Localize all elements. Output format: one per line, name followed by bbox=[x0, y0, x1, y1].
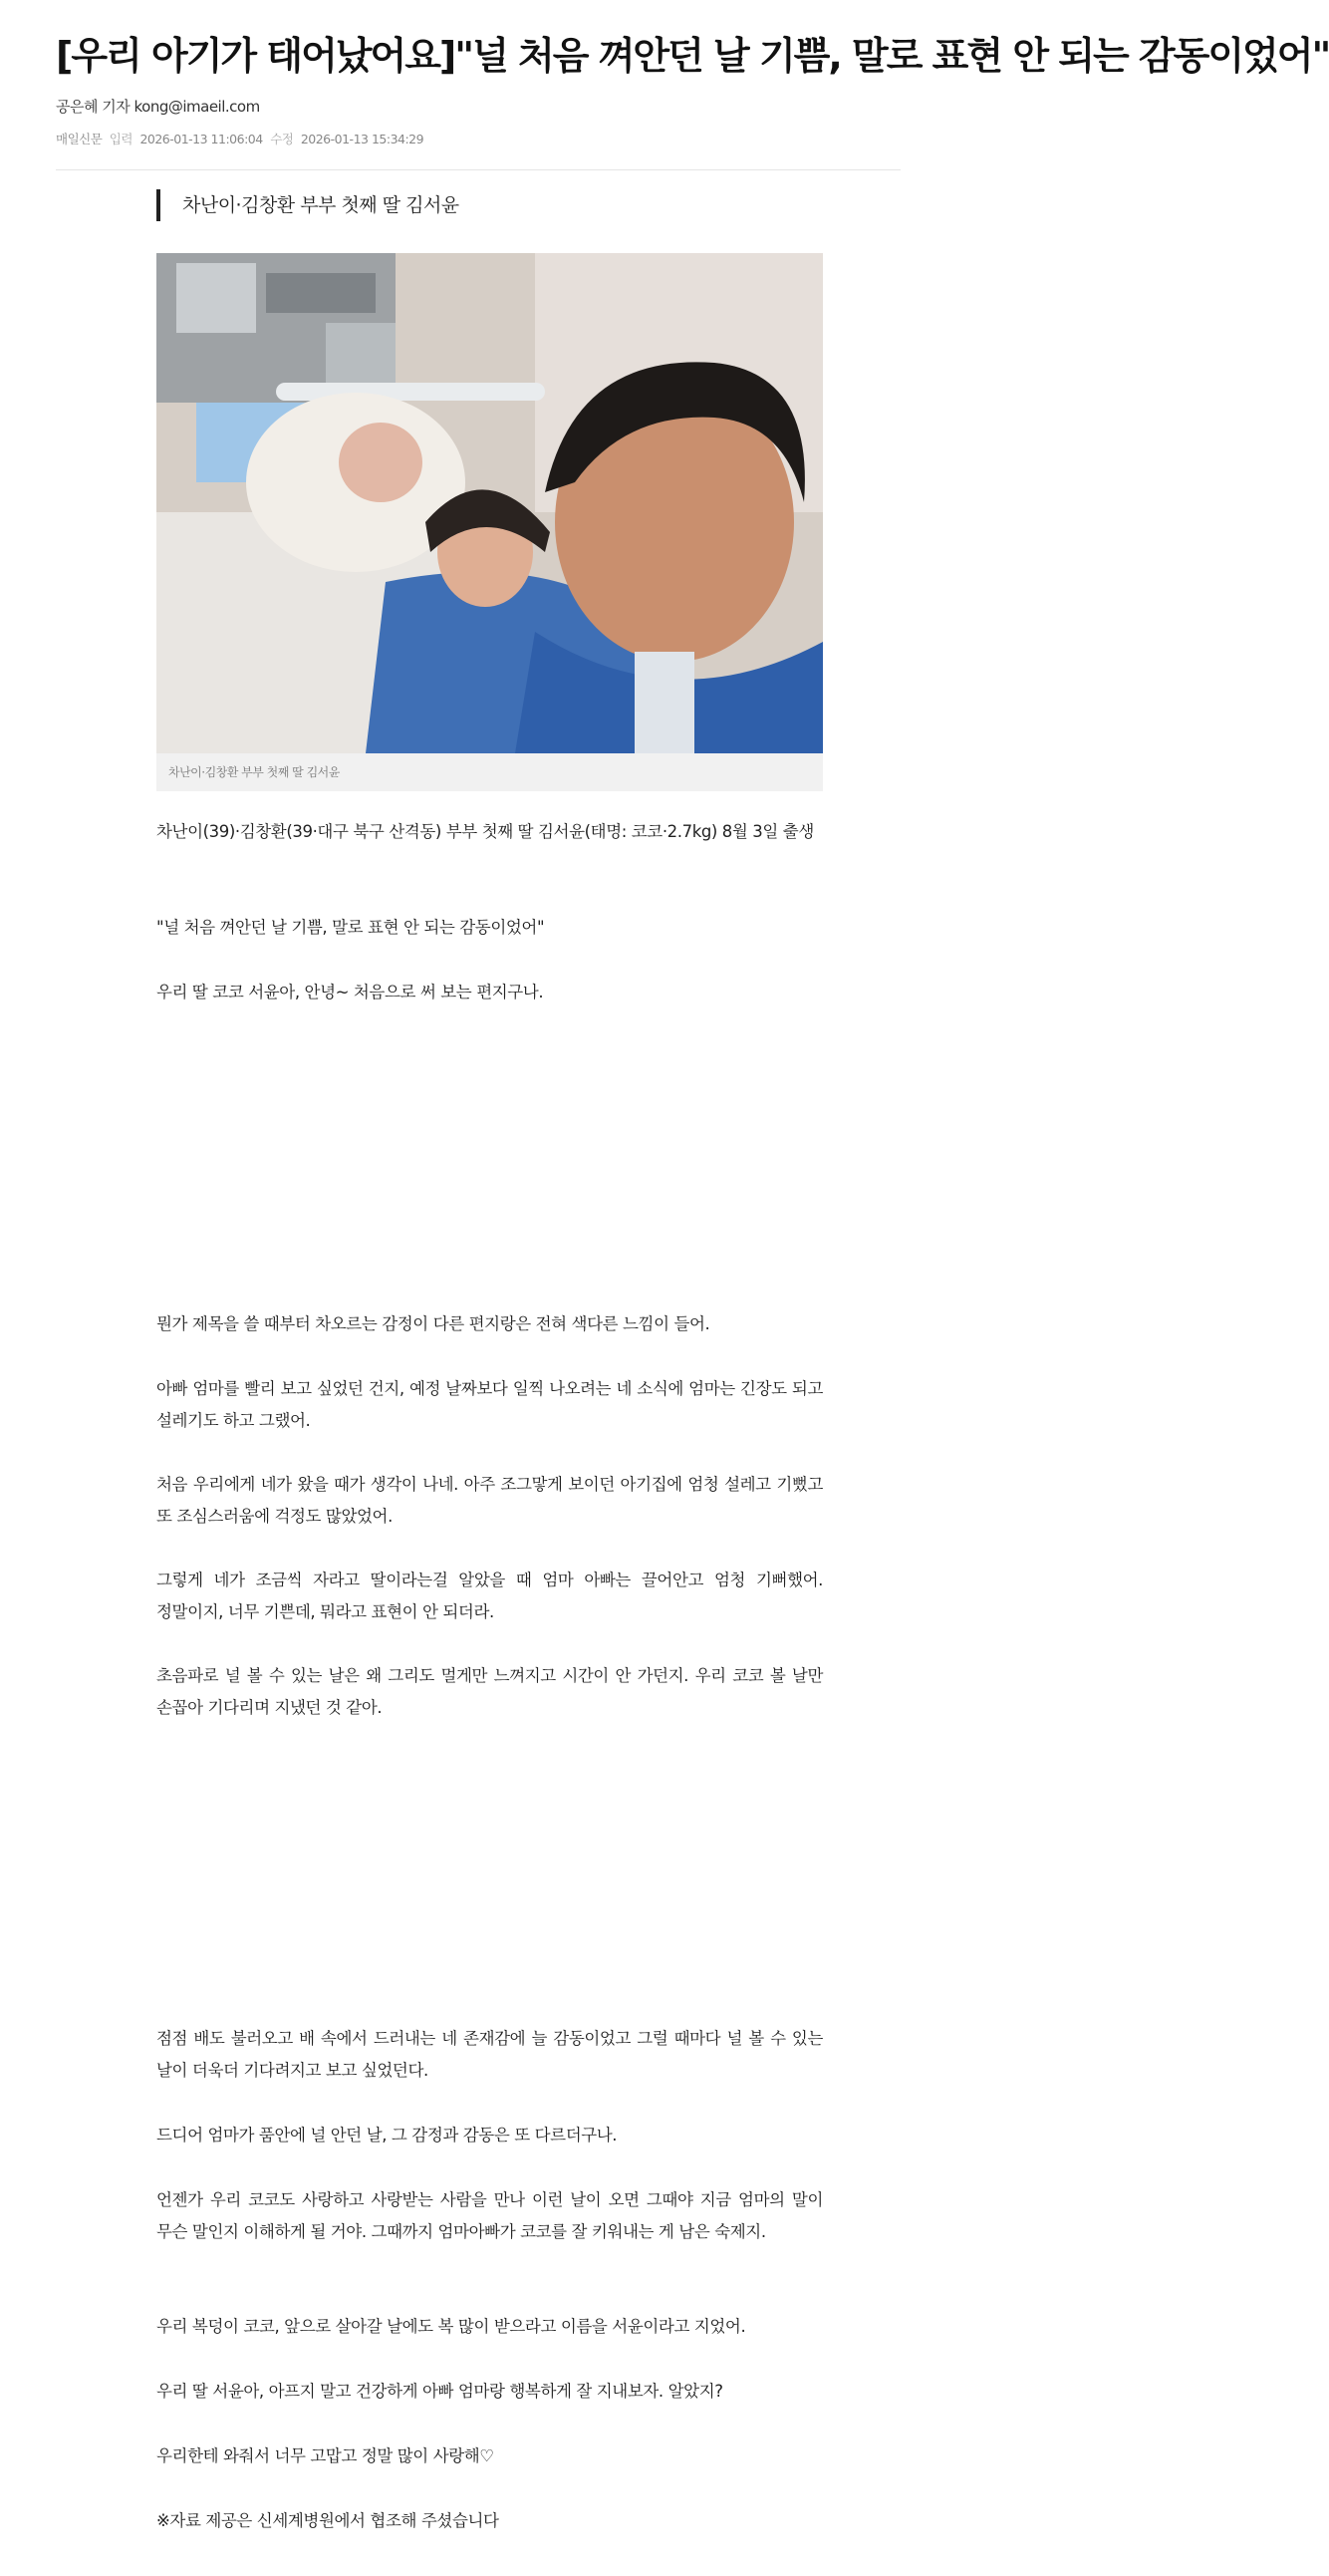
photo-caption: 차난이·김창환 부부 첫째 딸 김서윤 bbox=[168, 765, 340, 779]
article-paragraph: 차난이(39)·김창환(39·대구 북구 산격동) 부부 첫째 딸 김서윤(태명: 코코·2.7kg) 8월 3일 출생 bbox=[156, 822, 814, 841]
article-paragraph: 초음파로 널 볼 수 있는 날은 왜 그리도 멀게만 느껴지고 시간이 안 가던지. 우리 코코 볼 날만 손꼽아 기다리며 지냈던 것 같아. bbox=[156, 1666, 823, 1717]
news-source: 매일신문 bbox=[56, 132, 103, 146]
reporter-name: 공은혜 기자 bbox=[56, 98, 131, 116]
article-paragraph: 언젠가 우리 코코도 사랑하고 사랑받는 사람을 만나 이런 날이 오면 그때야 지금 엄마의 말이 무슨 말인지 이해하게 될 거야. 그때까지 엄마아빠가 코코를 잘 키워내는 게 남은 숙제지. bbox=[156, 2190, 823, 2241]
byline bbox=[56, 96, 260, 117]
article-paragraph: 우리한테 와줘서 너무 고맙고 정말 많이 사랑해♡ bbox=[156, 2446, 494, 2465]
edit-time: 2026-01-13 15:34:29 bbox=[300, 132, 424, 146]
article-paragraph: 그렇게 네가 조금씩 자라고 딸이라는걸 알았을 때 엄마 아빠는 끌어안고 엄청 기뻐했어. 정말이지, 너무 기쁜데, 뭐라고 표현이 안 되더라. bbox=[156, 1571, 823, 1621]
article-paragraph: 우리 딸 서윤아, 아프지 말고 건강하게 아빠 엄마랑 행복하게 잘 지내보자. 알았지? bbox=[156, 2382, 723, 2401]
article-headline: [우리 아기가 태어났어요]"널 처음 껴안던 날 기쁨, 말로 표현 안 되는 감동이었어" bbox=[56, 34, 1329, 78]
article-dates bbox=[56, 130, 427, 147]
header-divider bbox=[56, 169, 901, 170]
edit-label: 수정 bbox=[270, 132, 294, 146]
article-paragraph: 아빠 엄마를 빨리 보고 싶었던 건지, 예정 날짜보다 일찍 나오려는 네 소식에 엄마는 긴장도 되고 설레기도 하고 그랬어. bbox=[156, 1379, 823, 1430]
article-photo bbox=[156, 253, 823, 753]
article-paragraph: 우리 복덩이 코코, 앞으로 살아갈 날에도 복 많이 받으라고 이름을 서윤이라고 지었어. bbox=[156, 2317, 746, 2336]
article-paragraph: 드디어 엄마가 품안에 널 안던 날, 그 감정과 감동은 또 다르더구나. bbox=[156, 2126, 618, 2145]
article-paragraph: "널 처음 껴안던 날 기쁨, 말로 표현 안 되는 감동이었어" bbox=[156, 918, 545, 937]
article-paragraph: ※자료 제공은 신세계병원에서 협조해 주셨습니다 bbox=[156, 2511, 499, 2530]
input-label: 입력 bbox=[109, 132, 133, 146]
article-paragraph: 우리 딸 코코 서윤아, 안녕~ 처음으로 써 보는 편지구나. bbox=[156, 983, 544, 1002]
article-subheading: 차난이·김창환 부부 첫째 딸 김서윤 bbox=[156, 189, 459, 221]
article-paragraph: 점점 배도 불러오고 배 속에서 드러내는 네 존재감에 늘 감동이었고 그럴 때마다 널 볼 수 있는 날이 더욱더 기다려지고 보고 싶었던다. bbox=[156, 2029, 823, 2080]
reporter-email[interactable]: kong@imaeil.com bbox=[133, 98, 260, 116]
article-paragraph: 처음 우리에게 네가 왔을 때가 생각이 나네. 아주 조그맣게 보이던 아기집에 엄청 설레고 기뻤고 또 조심스러움에 걱정도 많았었어. bbox=[156, 1475, 823, 1526]
input-time: 2026-01-13 11:06:04 bbox=[139, 132, 263, 146]
article-paragraph: 뭔가 제목을 쓸 때부터 차오르는 감정이 다른 편지랑은 전혀 색다른 느낌이 들어. bbox=[156, 1314, 710, 1333]
photo-caption-box bbox=[156, 753, 823, 791]
